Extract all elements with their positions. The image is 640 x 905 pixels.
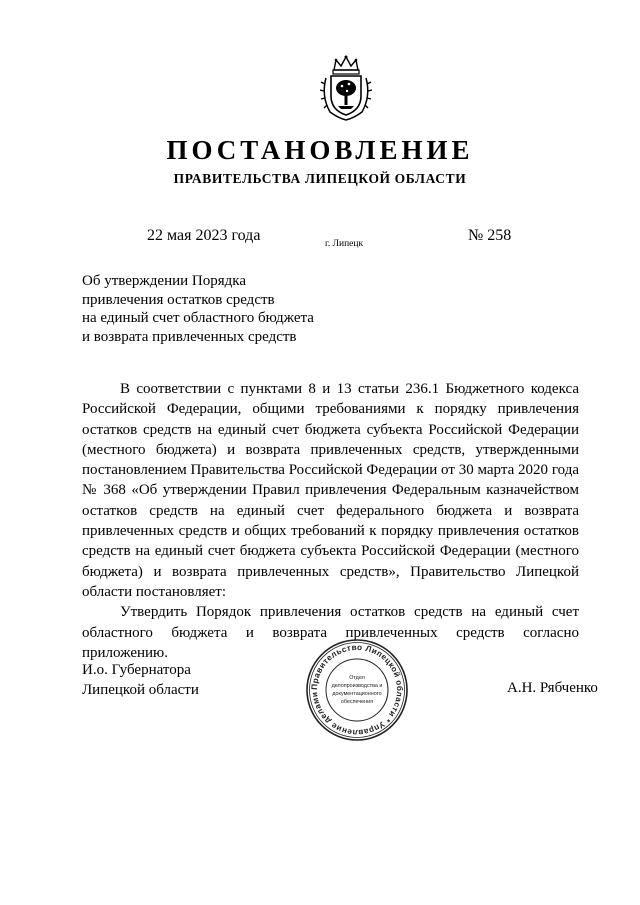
subject-line: привлечения остатков средств — [82, 291, 275, 308]
stamp-outer-text: Правительство Липецкой области * Управление делами — [309, 642, 405, 738]
document-title: ПОСТАНОВЛЕНИЕ — [166, 135, 474, 165]
stamp-inner-line: Отдел — [349, 675, 365, 681]
body-paragraph: Утвердить Порядок привлечения остатков средств на единый счет областного бюджета и возврата привлеченных средств согласно приложению. — [82, 604, 579, 661]
document-subject — [82, 272, 314, 346]
document-body — [82, 379, 579, 663]
stamp-inner-line: обеспечения — [340, 699, 374, 705]
document-date: 22 мая 2023 года — [147, 227, 261, 244]
position-line: И.о. Губернатора — [82, 662, 191, 678]
signatory-name: А.Н. Рябченко — [507, 680, 598, 696]
seal-stamp-icon — [305, 638, 409, 742]
document-city: г. Липецк — [325, 239, 364, 249]
position-line: Липецкой области — [82, 682, 199, 698]
document-number: № 258 — [468, 227, 512, 244]
coat-of-arms-icon — [318, 54, 374, 122]
subject-line: на единый счет областного бюджета — [82, 310, 314, 326]
subject-line: и возврата привлеченных средств — [82, 328, 297, 345]
subject-line: Об утверждении Порядка — [82, 273, 246, 289]
stamp-inner-line: делопроизводства и — [331, 683, 383, 689]
issuing-authority: ПРАВИТЕЛЬСТВА ЛИПЕЦКОЙ ОБЛАСТИ — [173, 171, 467, 186]
body-paragraph: В соответствии с пунктами 8 и 13 статьи 236.1 Бюджетного кодекса Российской Федерации, общими требованиями к порядку привлечения остатков средств на единый счет бюджета субъекта Российской Федерации (местного бюджета) и возврата привлеченных средств, утвержденными постановлением Правительства Российской Федерации от 30 марта 2020 года № 368 «Об утверждении Правил привлечения Федеральным казначейством остатков средств на единый счет федерального бюджета и возврата привлеченных средств и общих требований к порядку привлечения остатков средств на единый счет бюджета субъекта Российской Федерации (местного бюджета) и возврата привлеченных средств», Правительство Липецкой области постановляет: — [82, 381, 579, 600]
stamp-inner-line: документационного — [332, 691, 382, 697]
signatory-position — [82, 660, 199, 700]
